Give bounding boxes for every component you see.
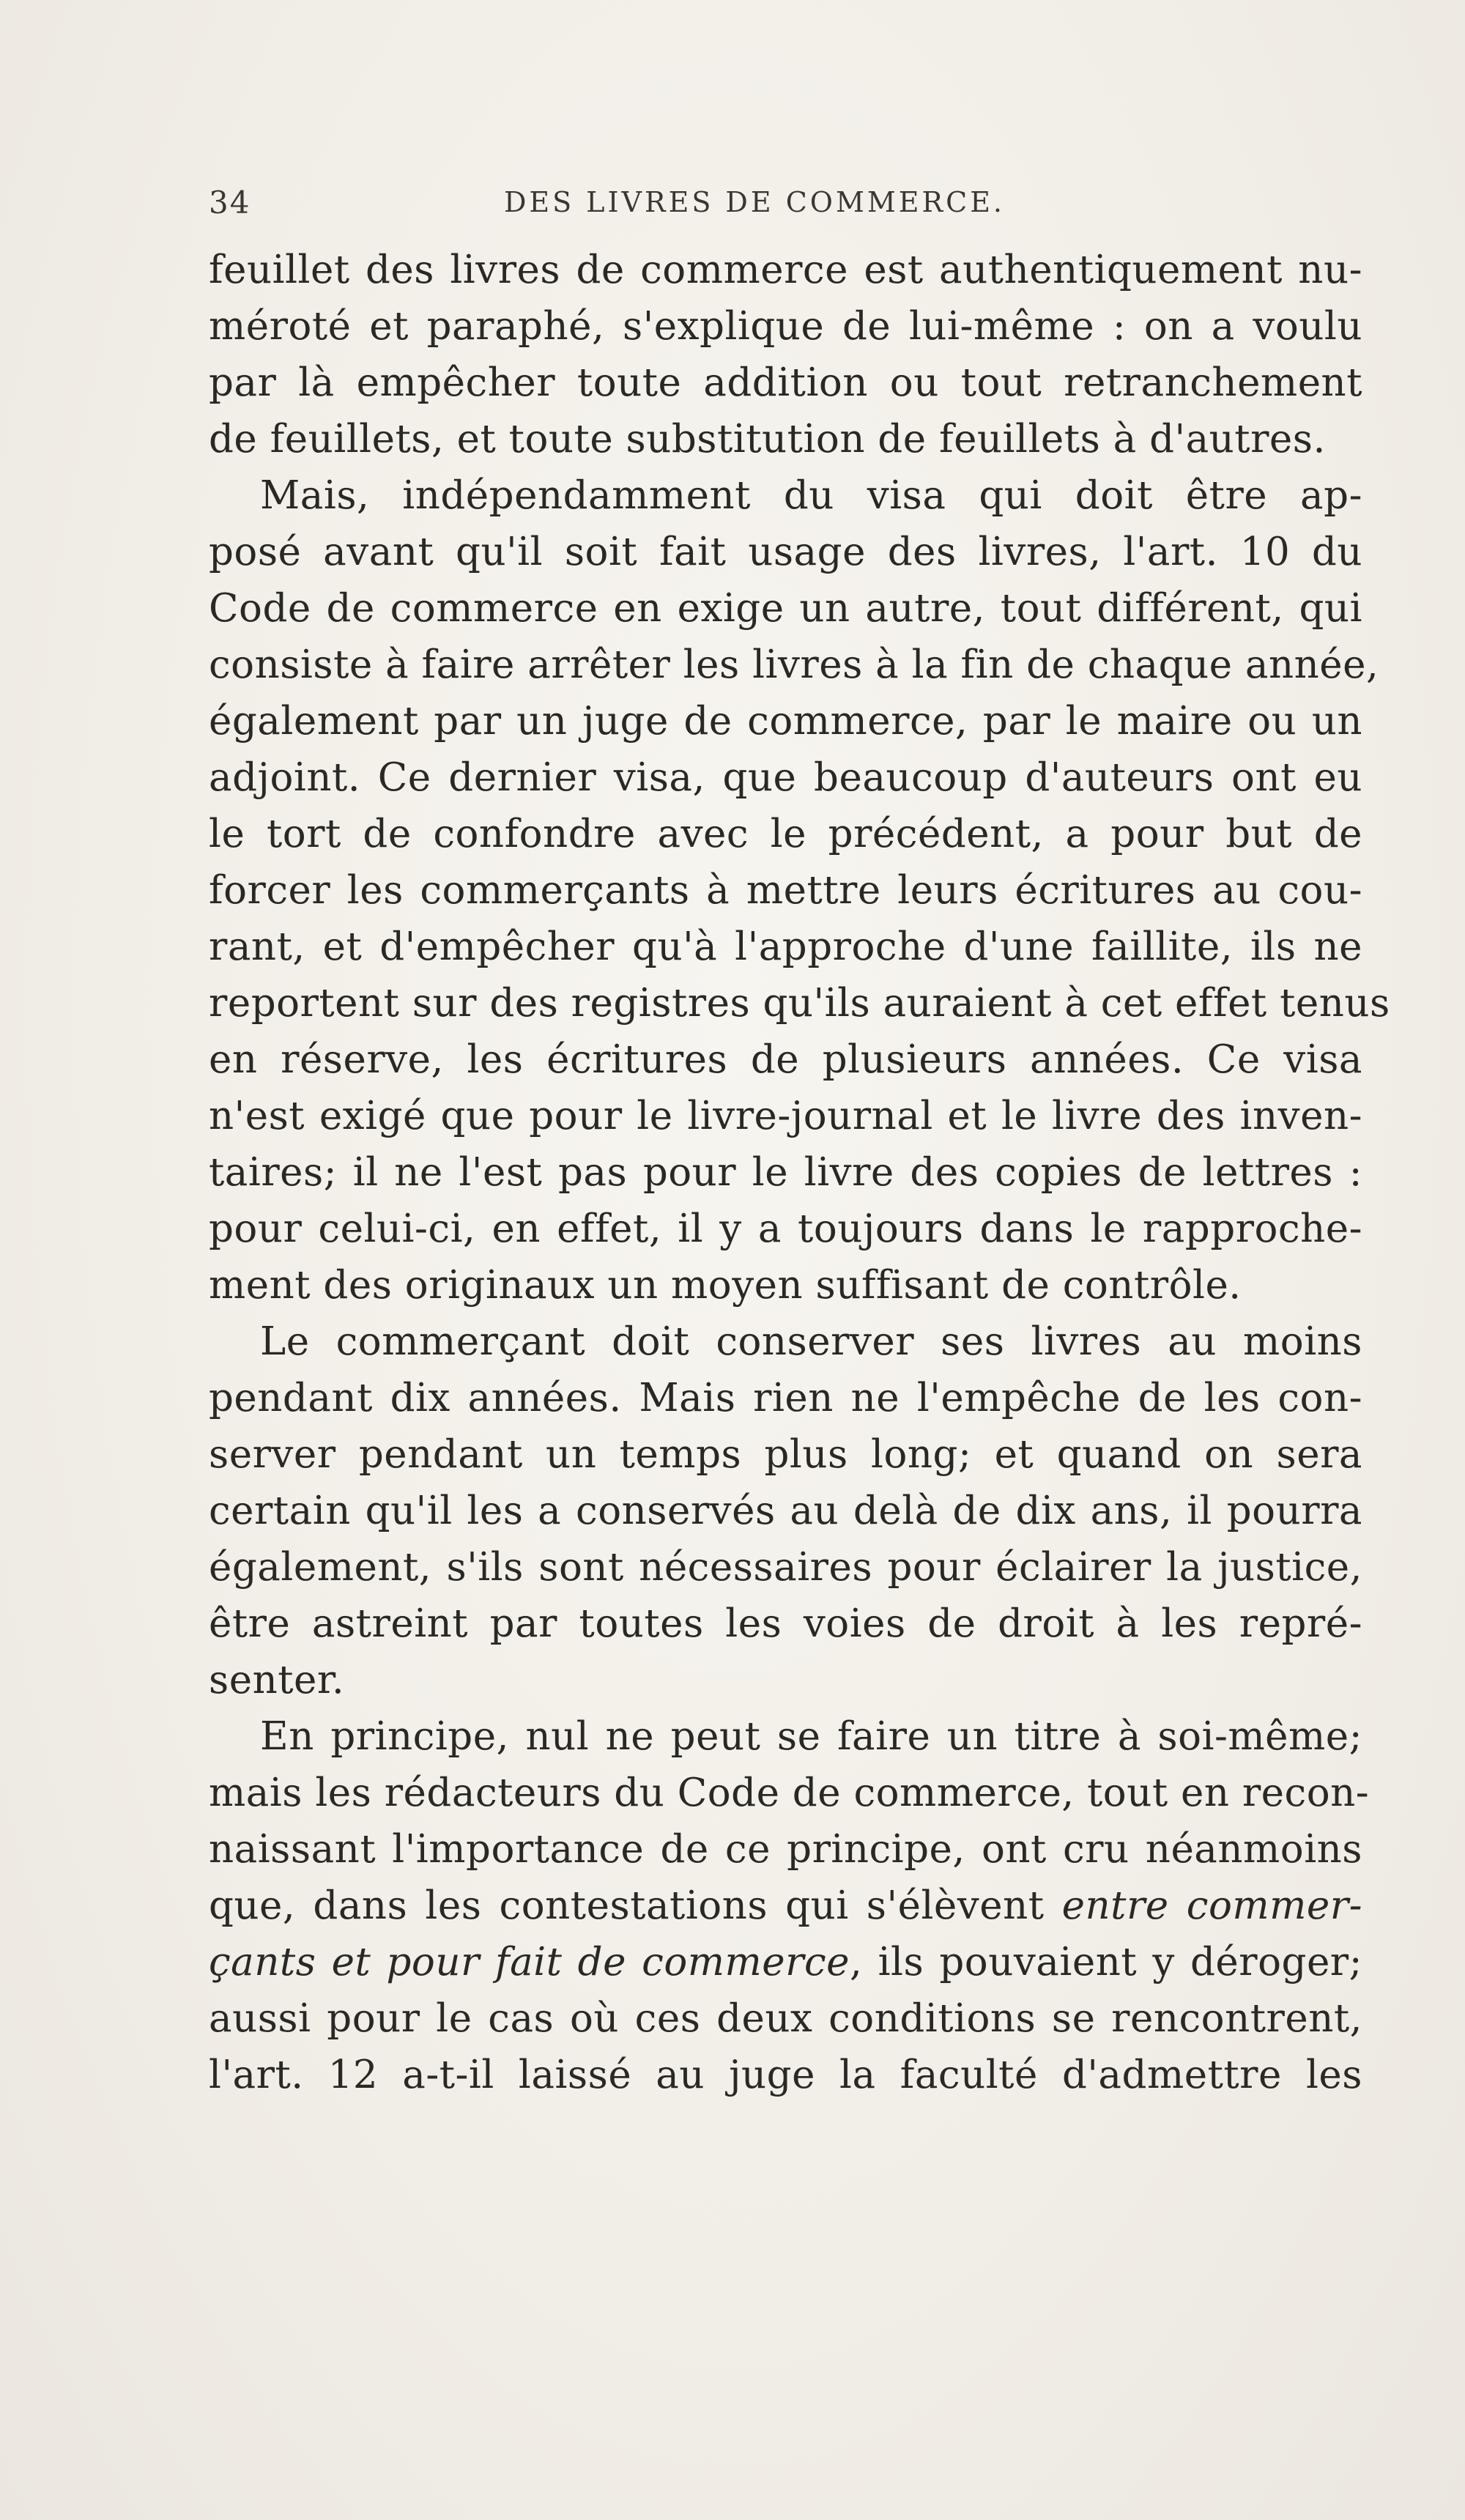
italic-phrase: çants et pour fait de commerce [209, 1940, 850, 1984]
page-header [209, 185, 1300, 229]
text-line: adjoint. Ce dernier visa, que beaucoup d'auteurs ont eu [209, 755, 1362, 800]
text-line: pour celui-ci, en effet, il y a toujours dans le rapproche- [209, 1207, 1362, 1251]
text-line: forcer les commerçants à mettre leurs écritures au cou- [209, 868, 1362, 913]
text-line: le tort de confondre avec le précédent, a pour but de [209, 812, 1362, 856]
text-line [209, 1934, 1362, 1990]
text-line: naissant l'importance de ce principe, ont cru néanmoins [209, 1827, 1362, 1872]
text-line: Code de commerce en exige un autre, tout différent, qui [209, 586, 1362, 631]
italic-phrase: entre commer- [1061, 1883, 1362, 1928]
body-text [209, 242, 1390, 2103]
text-line: par là empêcher toute addition ou tout retranchement [209, 360, 1362, 405]
text-line: l'art. 12 a-t-il laissé au juge la faculté d'admettre les [209, 2053, 1362, 2097]
text-line: feuillet des livres de commerce est authentiquement nu- [209, 248, 1362, 292]
running-head: DES LIVRES DE COMMERCE. [503, 186, 1006, 218]
text-segment: que, dans les contestations qui s'élèvent [209, 1883, 1045, 1928]
text-line: server pendant un temps plus long; et quand on sera [209, 1432, 1362, 1477]
text-line: en réserve, les écritures de plusieurs années. Ce visa [209, 1037, 1362, 1082]
text-line: En principe, nul ne peut se faire un titre à soi-même; [260, 1714, 1362, 1759]
text-line: certain qu'il les a conservés au delà de dix ans, il pourra [209, 1489, 1362, 1533]
text-line [209, 1878, 1362, 1934]
text-line: reportent sur des registres qu'ils auraient à cet effet tenus [209, 981, 1390, 1026]
text-line: posé avant qu'il soit fait usage des livres, l'art. 10 du [209, 530, 1362, 574]
text-line: méroté et paraphé, s'explique de lui-même : on a voulu [209, 304, 1362, 349]
page-number: 34 [209, 185, 251, 220]
text-line: de feuillets, et toute substitution de feuillets à d'autres. [209, 417, 1326, 462]
text-segment: , ils pouvaient y déroger; [850, 1940, 1362, 1984]
text-line: ment des originaux un moyen suffisant de contrôle. [209, 1263, 1242, 1308]
text-line: senter. [209, 1658, 345, 1702]
text-line: aussi pour le cas où ces deux conditions se rencontrent, [209, 1996, 1362, 2041]
text-line: n'est exigé que pour le livre-journal et le livre des inven- [209, 1094, 1362, 1138]
text-line: mais les rédacteurs du Code de commerce, tout en recon- [209, 1771, 1370, 1815]
text-line: taires; il ne l'est pas pour le livre des copies de lettres : [209, 1150, 1362, 1195]
text-line: également par un juge de commerce, par le maire ou un [209, 699, 1362, 744]
text-line: consiste à faire arrêter les livres à la fin de chaque année, [209, 642, 1379, 687]
text-line: Le commerçant doit conserver ses livres au moins [260, 1319, 1362, 1364]
text-line: rant, et d'empêcher qu'à l'approche d'une faillite, ils ne [209, 924, 1362, 969]
text-line: également, s'ils sont nécessaires pour éclairer la justice, [209, 1545, 1362, 1590]
text-line: pendant dix années. Mais rien ne l'empêche de les con- [209, 1376, 1362, 1420]
text-line: Mais, indépendamment du visa qui doit être ap- [260, 473, 1362, 518]
text-line: être astreint par toutes les voies de droit à les repré- [209, 1601, 1362, 1646]
